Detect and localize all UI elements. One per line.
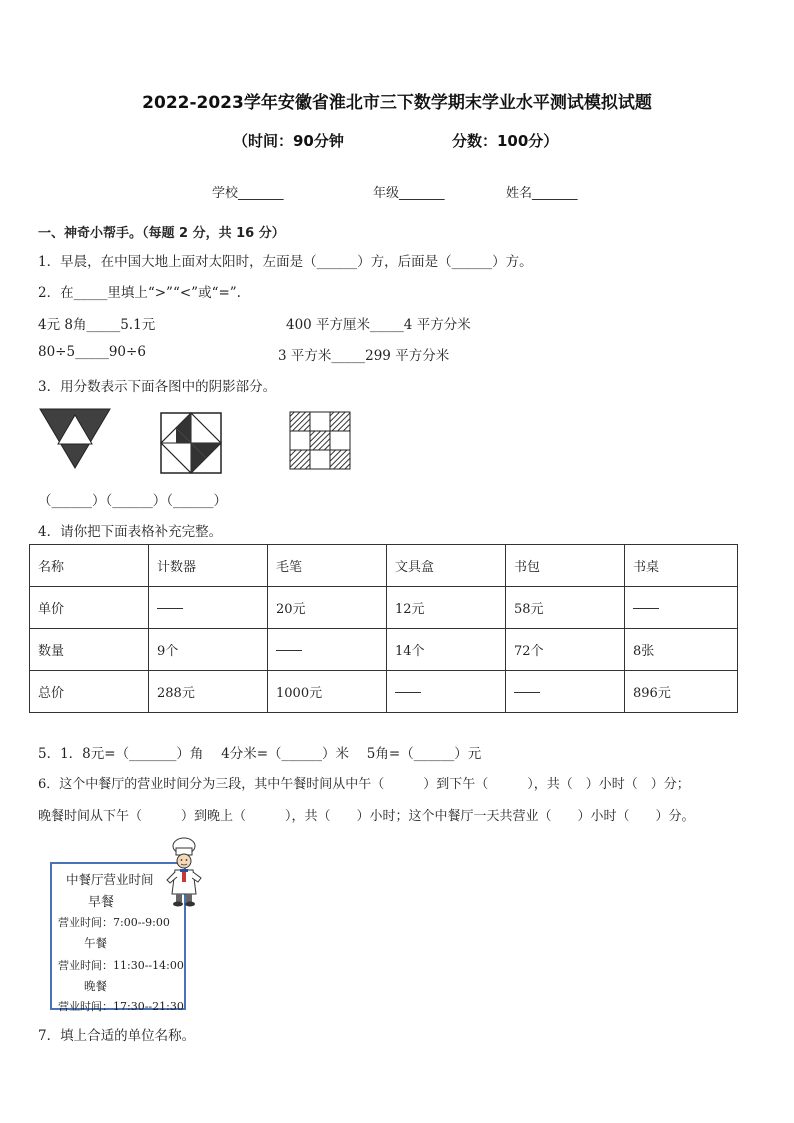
board-heading: 中餐厅营业时间: [66, 872, 154, 887]
chef-illustration: [160, 836, 206, 908]
table-row: [30, 671, 738, 713]
lunch-label: 午餐: [84, 936, 107, 950]
grid-figure: [289, 411, 351, 471]
table-cell: 名称: [30, 545, 149, 587]
lunch-time: 营业时间：11:30--14:00: [58, 959, 184, 972]
table-row: [30, 629, 738, 671]
question-2c: 80÷5_____90÷6: [38, 344, 146, 360]
table-cell: 9个: [149, 629, 268, 671]
table-cell: 58元: [506, 587, 625, 629]
question-6-line2: 晚餐时间从下午（ ）到晚上（ ），共（ ）小时；这个中餐厅一天共营业（ ）小时（ ）分。: [38, 809, 695, 824]
question-4: 4．请你把下面表格补充完整。: [38, 524, 223, 540]
school-field: 学校_______: [212, 186, 284, 201]
table-cell: 896元: [625, 671, 738, 713]
name-field: 姓名_______: [506, 186, 578, 201]
table-cell: 单价: [30, 587, 149, 629]
table-cell-blank: [506, 671, 625, 713]
question-2a: 4元 8角_____5.1元: [38, 317, 156, 333]
time-label: （时间：90分钟: [233, 132, 344, 150]
table-cell: 14个: [387, 629, 506, 671]
table-cell-blank: [149, 587, 268, 629]
question-2: 2．在_____里填上“>”“<”或“=”.: [38, 285, 241, 301]
question-7: 7．填上合适的单位名称。: [38, 1028, 196, 1044]
question-6-line1: 6．这个中餐厅的营业时间分为三段，其中午餐时间从中午（ ）到下午（ ），共（ ）小时（ ）分；: [38, 777, 690, 792]
breakfast-label: 早餐: [88, 895, 115, 910]
question-3-blanks: （______）（______）（______）: [38, 493, 227, 509]
table-cell: 毛笔: [268, 545, 387, 587]
triangle-figure: [38, 406, 112, 470]
table-cell: 文具盒: [387, 545, 506, 587]
breakfast-time: 营业时间：7:00--9:00: [58, 916, 170, 929]
question-5: 5．1．8元=（_______）角 4分米=（______）米 5角=（______）元: [38, 746, 482, 762]
table-cell-blank: [625, 587, 738, 629]
table-cell: 12元: [387, 587, 506, 629]
table-cell: 1000元: [268, 671, 387, 713]
section-heading: 一、神奇小帮手。（每题 2 分，共 16 分）: [38, 226, 285, 241]
dinner-time: 营业时间：17:30--21:30: [58, 1000, 184, 1013]
question-3: 3．用分数表示下面各图中的阴影部分。: [38, 379, 277, 395]
table-cell: 8张: [625, 629, 738, 671]
table-cell: 计数器: [149, 545, 268, 587]
question-2d: 3 平方米_____299 平方分米: [278, 348, 450, 364]
table-cell: 20元: [268, 587, 387, 629]
table-row: [30, 545, 738, 587]
dinner-label: 晚餐: [84, 979, 107, 993]
table-cell-blank: [268, 629, 387, 671]
question-2b: 400 平方厘米_____4 平方分米: [286, 317, 471, 333]
page-title: 2022-2023学年安徽省淮北市三下数学期末学业水平测试模拟试题: [142, 93, 652, 113]
table-row: [30, 587, 738, 629]
table-cell: 书包: [506, 545, 625, 587]
table-cell: 72个: [506, 629, 625, 671]
table-cell: 书桌: [625, 545, 738, 587]
score-label: 分数：100分）: [452, 132, 559, 150]
square-diamond-figure: [160, 412, 222, 474]
table-cell: 288元: [149, 671, 268, 713]
table-cell: 总价: [30, 671, 149, 713]
price-table: [29, 544, 738, 713]
table-cell-blank: [387, 671, 506, 713]
table-cell: 数量: [30, 629, 149, 671]
grade-field: 年级_______: [373, 186, 445, 201]
question-1: 1．早晨，在中国大地上面对太阳时，左面是（______）方，后面是（______）方。: [38, 254, 533, 270]
